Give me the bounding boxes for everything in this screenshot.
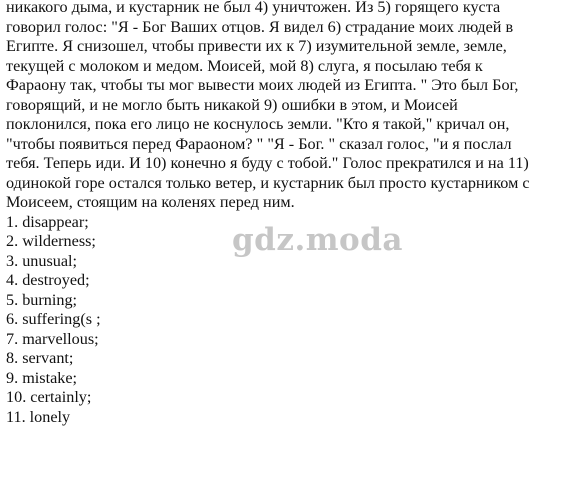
passage-line: тебя. Теперь иди. И 10) конечно я буду с тобой." Голос прекратился и на 11) [6, 154, 529, 172]
answer-item: 10. certainly; [6, 388, 92, 406]
answer-item: 5. burning; [6, 290, 78, 309]
passage-line: Фараону так, чтобы ты мог вывести моих людей из Египта. " Это был Бог, [6, 76, 519, 94]
answer-list [6, 213, 582, 428]
passage-line: "чтобы появиться перед Фараоном? " "Я - Бог. " сказал голос, "и я послал [6, 134, 512, 153]
passage-line: Египте. Я снизошел, чтобы привести их к 7) изумительной земле, земле, [6, 37, 507, 55]
answer-item: 1. disappear; [6, 212, 89, 231]
passage-line: поклонился, пока его лицо не коснулось земли. "Кто я такой," кричал он, [6, 115, 510, 133]
answer-item: 7. marvellous; [6, 329, 99, 348]
document-body [6, 0, 582, 427]
answer-item: 6. suffering(s ; [6, 310, 101, 328]
answer-item: 11. lonely [6, 407, 71, 426]
passage-line: текущей с молоком и медом. Моисей, мой 8) слуга, я посылаю тебя к [6, 56, 483, 75]
passage-line: Моисеем, стоящим на коленях перед ним. [6, 193, 295, 211]
passage-text [6, 0, 582, 213]
answer-item: 4. destroyed; [6, 271, 90, 289]
watermark-logo: gdz.moda [232, 222, 403, 258]
passage-line: никакого дыма, и кустарник не был 4) уничтожен. Из 5) горящего куста [6, 0, 501, 16]
passage-line: говорящий, и не могло быть никакой 9) ошибки в этом, и Моисей [6, 95, 458, 114]
passage-line: одинокой горе остался только ветер, и кустарник был просто кустарником с [6, 173, 530, 192]
passage-line: говорил голос: "Я - Бог Ваших отцов. Я видел 6) страдание моих людей в [6, 17, 514, 36]
answer-item: 3. unusual; [6, 251, 78, 270]
answer-item: 8. servant; [6, 349, 74, 367]
answer-item: 2. wilderness; [6, 232, 96, 250]
answer-item: 9. mistake; [6, 368, 78, 387]
